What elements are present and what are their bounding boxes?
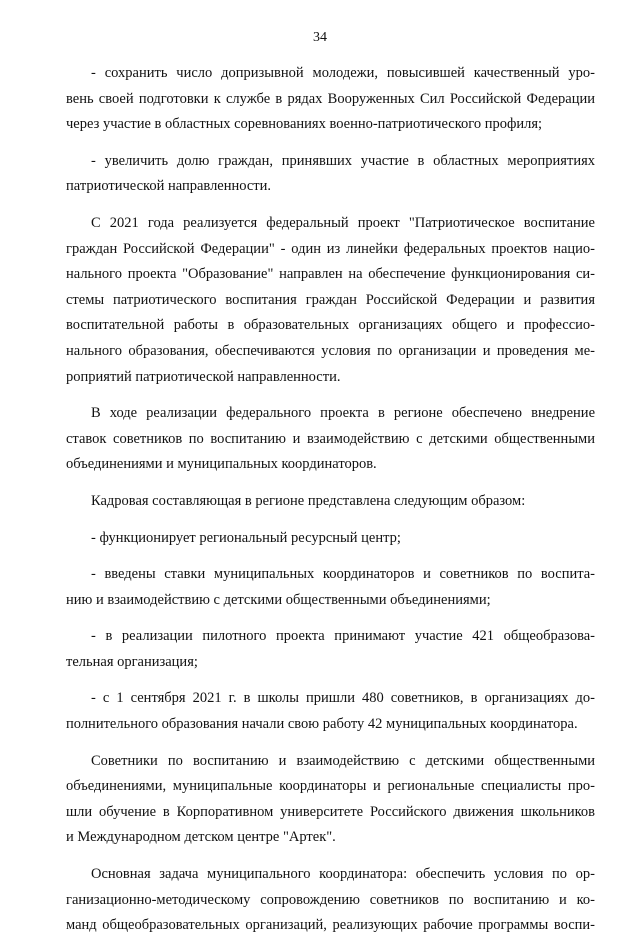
text-line: шли обучение в Корпоративном университете Российского движения школьников bbox=[66, 803, 595, 820]
text-line: - введены ставки муниципальных координаторов и советников по воспита- bbox=[91, 566, 595, 583]
text-line: стемы патриотического воспитания граждан Российской Федерации и развития bbox=[66, 291, 595, 308]
text-line: и Международном детском центре "Артек". bbox=[66, 829, 336, 846]
text-line: нального образования, обеспечиваются условия по организации и проведения ме- bbox=[66, 342, 595, 359]
text-line: - увеличить долю граждан, принявших участие в областных мероприятиях bbox=[91, 152, 595, 169]
paragraph bbox=[66, 401, 595, 478]
text-line: граждан Российской Федерации" - один из линейки федеральных проектов нацио- bbox=[66, 240, 595, 257]
paragraph bbox=[66, 149, 595, 200]
text-line: воспитательной работы в образовательных организациях общего и профессио- bbox=[66, 317, 595, 334]
paragraph bbox=[66, 211, 595, 390]
text-line: нию и взаимодействию с детскими общественными объединениями; bbox=[66, 591, 491, 608]
text-line: - сохранить число допризывной молодежи, повысившей качественный уро- bbox=[91, 65, 595, 81]
paragraph bbox=[66, 624, 595, 675]
paragraph bbox=[66, 686, 595, 737]
text-line: манд общеобразовательных организаций, реализующих рабочие программы воспи- bbox=[66, 917, 595, 934]
text-line: В ходе реализации федерального проекта в регионе обеспечено внедрение bbox=[91, 405, 595, 422]
text-line: через участие в областных соревнованиях военно-патриотического профиля; bbox=[66, 116, 543, 133]
text-line: вень своей подготовки к службе в рядах Вооруженных Сил Российской Федерации bbox=[66, 90, 595, 107]
paragraph bbox=[66, 61, 595, 138]
text-line: - функционирует региональный ресурсный центр; bbox=[91, 529, 401, 546]
paragraph bbox=[66, 489, 595, 515]
text-line: Кадровая составляющая в регионе представлена следующим образом: bbox=[91, 492, 526, 509]
text-line: тельная организация; bbox=[66, 653, 198, 670]
paragraph bbox=[66, 526, 595, 552]
paragraph bbox=[66, 749, 595, 851]
text-line: Советники по воспитанию и взаимодействию с детскими общественными bbox=[91, 752, 595, 769]
text-line: патриотической направленности. bbox=[66, 178, 272, 195]
text-line: С 2021 года реализуется федеральный проект "Патриотическое воспитание bbox=[91, 214, 595, 231]
text-line: ганизационно-методическому сопровождению советников по воспитанию и ко- bbox=[66, 891, 595, 908]
paragraph bbox=[66, 862, 595, 939]
text-line: - в реализации пилотного проекта принимают участие 421 общеобразова- bbox=[91, 628, 595, 645]
text-line: роприятий патриотической направленности. bbox=[66, 368, 341, 385]
text-line: ставок советников по воспитанию и взаимодействию с детскими общественными bbox=[66, 430, 595, 447]
page-number: 34 bbox=[313, 30, 327, 45]
text-line: Основная задача муниципального координатора: обеспечить условия по ор- bbox=[91, 866, 595, 883]
text-line: объединениями и муниципальных координаторов. bbox=[66, 456, 377, 473]
text-line: - с 1 сентября 2021 г. в школы пришли 480 советников, в организациях до- bbox=[91, 690, 595, 707]
text-line: полнительного образования начали свою работу 42 муниципальных координатора. bbox=[66, 716, 578, 733]
text-line: объединениями, муниципальные координаторы и региональные специалисты про- bbox=[66, 778, 595, 795]
document-body bbox=[66, 61, 595, 950]
paragraph bbox=[66, 562, 595, 613]
text-line: нального проекта "Образование" направлен на обеспечение функционирования си- bbox=[66, 266, 595, 283]
